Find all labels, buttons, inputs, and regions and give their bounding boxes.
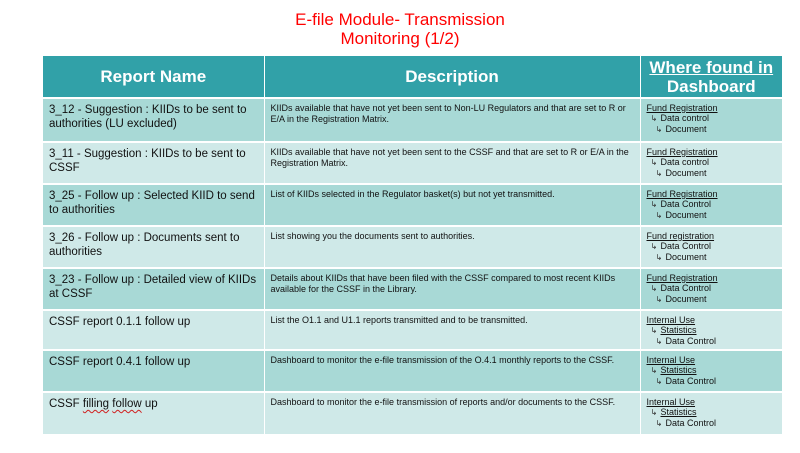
where-underlined-word: Internal Use <box>646 397 696 407</box>
return-arrow-icon: ↳ <box>650 366 658 375</box>
table-row <box>43 350 782 392</box>
return-arrow-icon: ↳ <box>655 419 663 428</box>
where-sub-item: Data Control <box>665 336 717 346</box>
return-arrow-icon: ↳ <box>655 169 663 178</box>
where-sub-item: Data Control <box>665 418 717 428</box>
where-sub-item: Data Control <box>660 283 712 293</box>
slide-title <box>0 10 800 48</box>
name-part-misspelled: follow <box>112 398 142 410</box>
description-cell: List showing you the documents sent to authorities. <box>264 226 640 268</box>
where-found-cell <box>640 98 782 142</box>
where-line-3 <box>647 210 778 221</box>
table-header-row <box>43 56 782 98</box>
return-arrow-icon: ↳ <box>655 253 663 262</box>
where-sub-item: Data control <box>660 157 710 167</box>
where-line-2 <box>647 241 778 252</box>
where-sub-item: Document <box>665 294 707 304</box>
where-underlined-word: Fund Registration <box>646 147 718 157</box>
where-line-3 <box>647 124 778 135</box>
where-line-2 <box>647 283 778 294</box>
table-row <box>43 268 782 310</box>
return-arrow-icon: ↳ <box>650 242 658 251</box>
header-report-name: Report Name <box>43 56 264 98</box>
return-arrow-icon: ↳ <box>655 337 663 346</box>
description-cell: Dashboard to monitor the e-file transmission of the O.4.1 monthly reports to the CSSF. <box>264 350 640 392</box>
where-underlined-word: Internal Use <box>646 315 696 325</box>
where-line-2 <box>647 113 778 124</box>
description-cell: KIIDs available that have not yet been sent to Non-LU Regulators and that are set to R or E/A in the Registration Matrix. <box>264 98 640 142</box>
table-row <box>43 392 782 434</box>
where-found-cell <box>640 226 782 268</box>
report-name-cell: 3_11 - Suggestion : KIIDs to be sent to CSSF <box>43 142 264 184</box>
where-found-cell <box>640 310 782 350</box>
where-line-3 <box>647 294 778 305</box>
name-part: up <box>141 398 158 410</box>
where-line-1 <box>647 189 778 199</box>
where-sub-item: Statistics <box>660 407 697 417</box>
where-sub-item: Document <box>665 210 707 220</box>
header-description: Description <box>264 56 640 98</box>
return-arrow-icon: ↳ <box>655 125 663 134</box>
table-row <box>43 184 782 226</box>
where-sub-item: Data control <box>660 113 710 123</box>
return-arrow-icon: ↳ <box>650 326 658 335</box>
report-name-cell: CSSF report 0.1.1 follow up <box>43 310 264 350</box>
description-cell: List of KIIDs selected in the Regulator basket(s) but not yet transmitted. <box>264 184 640 226</box>
return-arrow-icon: ↳ <box>650 114 658 123</box>
return-arrow-icon: ↳ <box>650 200 658 209</box>
where-sub-item: Data Control <box>660 199 712 209</box>
title-line-1: E-file Module- Transmission <box>295 10 505 29</box>
where-line-1 <box>647 147 778 157</box>
report-name-cell: 3_26 - Follow up : Documents sent to authorities <box>43 226 264 268</box>
where-sub-item: Data Control <box>660 241 712 251</box>
where-found-cell <box>640 350 782 392</box>
where-line-3 <box>647 252 778 263</box>
report-name-cell: 3_25 - Follow up : Selected KIID to send to authorities <box>43 184 264 226</box>
report-name-cell <box>43 392 264 434</box>
where-line-2 <box>647 365 778 376</box>
description-cell: List the O1.1 and U1.1 reports transmitted and to be transmitted. <box>264 310 640 350</box>
return-arrow-icon: ↳ <box>650 284 658 293</box>
where-sub-item: Statistics <box>660 365 697 375</box>
where-underlined-word: Fund Registration <box>646 273 718 283</box>
where-line-2 <box>647 157 778 168</box>
header-where-line-1: Where found in <box>649 57 774 77</box>
where-found-cell <box>640 184 782 226</box>
where-sub-item: Data Control <box>665 376 717 386</box>
return-arrow-icon: ↳ <box>655 211 663 220</box>
where-line-1 <box>647 273 778 283</box>
where-line-1 <box>647 231 778 241</box>
where-line-1 <box>647 103 778 113</box>
where-line-2 <box>647 325 778 336</box>
where-line-3 <box>647 376 778 387</box>
name-part-misspelled: filling <box>82 398 110 410</box>
header-where-found <box>640 56 782 98</box>
where-found-cell <box>640 268 782 310</box>
header-where-line-2: Dashboard <box>666 76 756 96</box>
where-sub-item: Document <box>665 252 707 262</box>
where-sub-item: Document <box>665 124 707 134</box>
where-line-1 <box>647 397 778 407</box>
description-cell: KIIDs available that have not yet been sent to the CSSF and that are set to R or E/A in the Registration Matrix. <box>264 142 640 184</box>
where-line-2 <box>647 199 778 210</box>
title-line-2: Monitoring (1/2) <box>340 29 460 48</box>
where-line-3 <box>647 418 778 429</box>
table-row <box>43 226 782 268</box>
where-line-1 <box>647 315 778 325</box>
reports-table <box>43 56 782 434</box>
table-row <box>43 310 782 350</box>
return-arrow-icon: ↳ <box>650 408 658 417</box>
where-line-3 <box>647 336 778 347</box>
return-arrow-icon: ↳ <box>655 377 663 386</box>
return-arrow-icon: ↳ <box>650 158 658 167</box>
description-cell: Details about KIIDs that have been filed with the CSSF compared to most recent KIIDs available for the CSSF in the Library. <box>264 268 640 310</box>
return-arrow-icon: ↳ <box>655 295 663 304</box>
where-underlined-word: Fund registration <box>646 231 715 241</box>
where-line-3 <box>647 168 778 179</box>
report-name-cell: CSSF report 0.4.1 follow up <box>43 350 264 392</box>
report-name-cell: 3_23 - Follow up : Detailed view of KIIDs at CSSF <box>43 268 264 310</box>
description-cell: Dashboard to monitor the e-file transmission of reports and/or documents to the CSSF. <box>264 392 640 434</box>
report-name-cell: 3_12 - Suggestion : KIIDs to be sent to authorities (LU excluded) <box>43 98 264 142</box>
table-row <box>43 98 782 142</box>
table-row <box>43 142 782 184</box>
where-found-cell <box>640 392 782 434</box>
name-part: CSSF <box>49 398 83 410</box>
where-underlined-word: Internal Use <box>646 355 696 365</box>
where-sub-item: Document <box>665 168 707 178</box>
where-found-cell <box>640 142 782 184</box>
where-sub-item: Statistics <box>660 325 697 335</box>
where-underlined-word: Fund Registration <box>646 103 718 113</box>
where-line-2 <box>647 407 778 418</box>
where-line-1 <box>647 355 778 365</box>
where-underlined-word: Fund Registration <box>646 189 718 199</box>
